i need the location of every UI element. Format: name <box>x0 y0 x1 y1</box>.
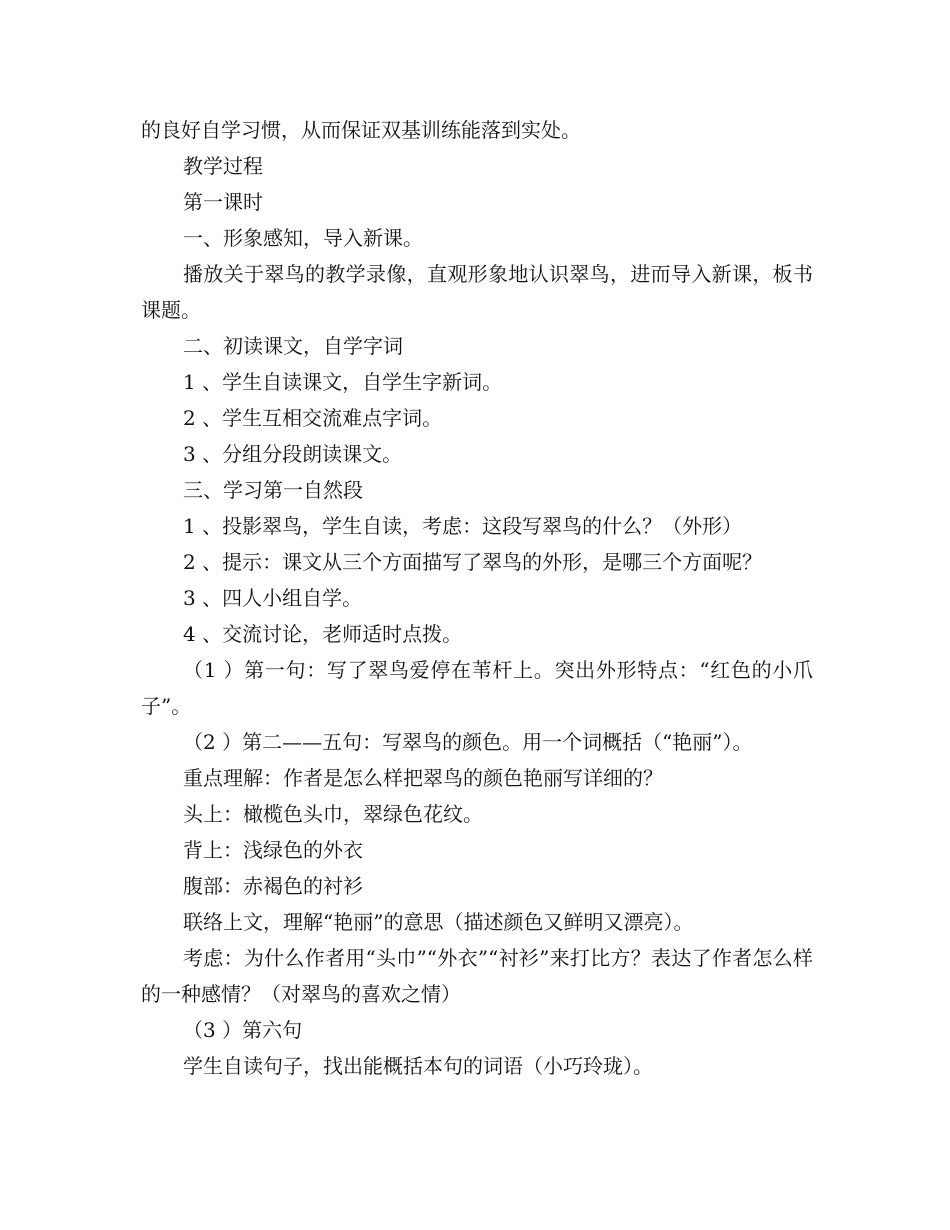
sub-item-sentence-1: （1 ）第一句：写了翠鸟爱停在苇杆上。突出外形特点：“红色的小爪子”。 <box>141 658 813 718</box>
section-heading-1: 一、形象感知，导入新课。 <box>183 226 423 250</box>
heading-teaching-process: 教学过程 <box>183 154 263 178</box>
list-item: 1 、学生自读课文，自学生字新词。 <box>183 370 503 394</box>
heading-first-lesson: 第一课时 <box>183 190 263 214</box>
sub-item-sentence-6: （3 ）第六句 <box>183 1018 303 1042</box>
list-item: 2 、提示：课文从三个方面描写了翠鸟的外形，是哪三个方面呢？ <box>183 550 763 574</box>
context-understanding: 联络上文，理解“艳丽”的意思（描述颜色又鲜明又漂亮）。 <box>183 910 694 934</box>
list-item: 1 、投影翠鸟，学生自读，考虑：这段写翠鸟的什么？（外形） <box>183 514 743 538</box>
key-understanding: 重点理解：作者是怎么样把翠鸟的颜色艳丽写详细的？ <box>183 766 663 790</box>
section-heading-2: 二、初读课文，自学字词 <box>183 334 403 358</box>
detail-belly: 腹部：赤褐色的衬衫 <box>183 874 363 898</box>
paragraph-video-intro: 播放关于翠鸟的教学录像，直观形象地认识翠鸟，进而导入新课，板书课题。 <box>141 262 813 322</box>
list-item: 3 、分组分段朗读课文。 <box>183 442 403 466</box>
section-heading-3: 三、学习第一自然段 <box>183 478 363 502</box>
list-item: 3 、四人小组自学。 <box>183 586 363 610</box>
list-item: 4 、交流讨论，老师适时点拨。 <box>183 622 463 646</box>
document-body <box>141 112 813 1084</box>
sub-item-sentences-2-5: （2 ）第二——五句：写翠鸟的颜色。用一个词概括（“艳丽”）。 <box>183 730 753 754</box>
detail-head: 头上：橄榄色头巾，翠绿色花纹。 <box>183 802 483 826</box>
student-reading-task: 学生自读句子，找出能概括本句的词语（小巧玲珑）。 <box>183 1054 653 1078</box>
list-item: 2 、学生互相交流难点字词。 <box>183 406 443 430</box>
paragraph-intro-continuation: 的良好自学习惯，从而保证双基训练能落到实处。 <box>141 118 581 142</box>
reflection-question: 考虑：为什么作者用“头巾”“外衣”“衬衫”来打比方？表达了作者怎么样的一种感情？（对翠鸟的喜欢之情） <box>141 946 813 1006</box>
detail-back: 背上：浅绿色的外衣 <box>183 838 363 862</box>
